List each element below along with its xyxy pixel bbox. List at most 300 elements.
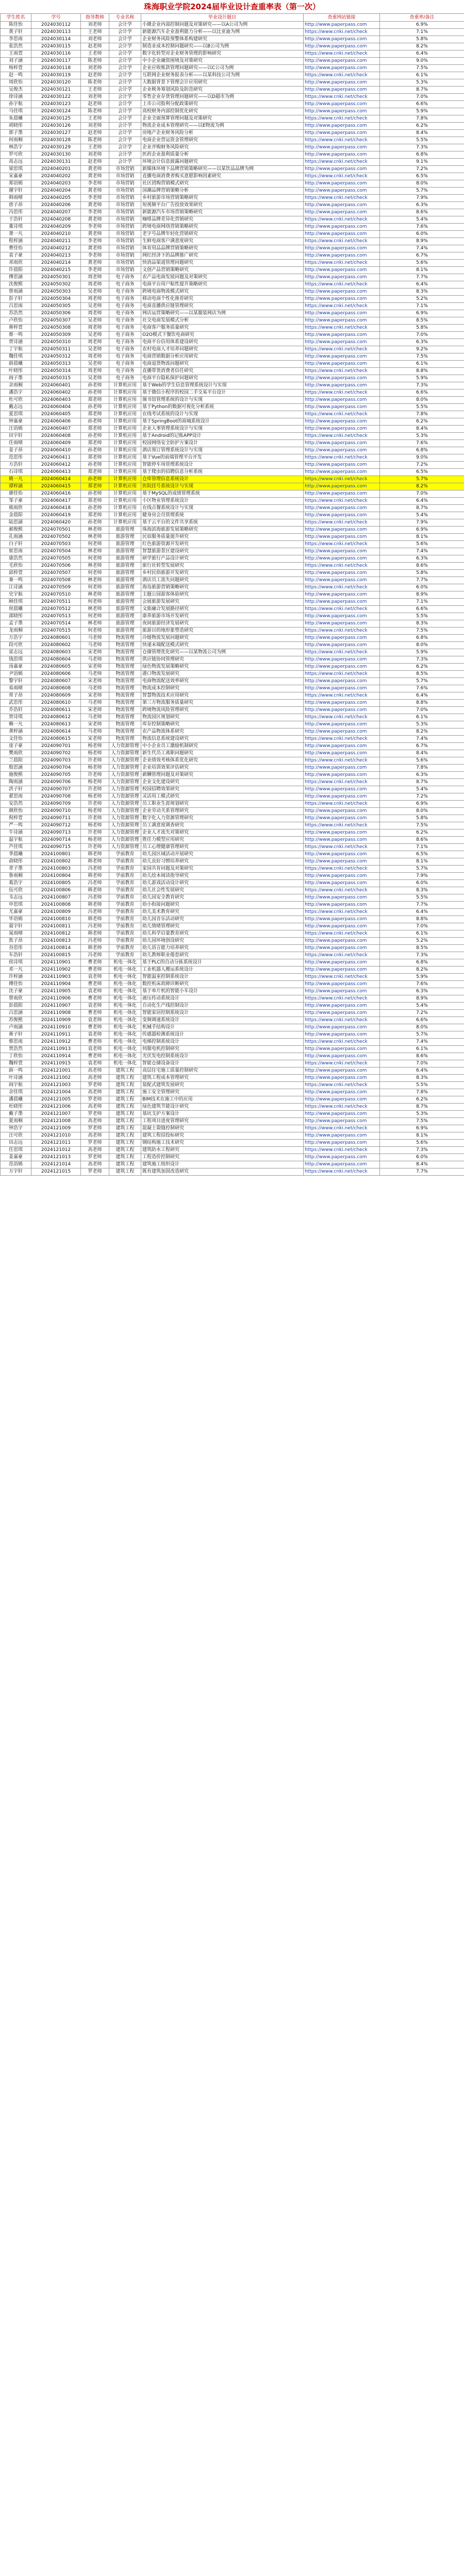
cell-check-link[interactable]: http://www.paperpass.com (304, 923, 380, 930)
cell-teacher: 黄老师 (81, 188, 109, 195)
cell-teacher: 郑老师 (81, 498, 109, 505)
cell-student-id: 2024060402 (31, 389, 81, 397)
cell-thesis-title: 电商平台用户粘性提升策略研究 (141, 281, 304, 289)
cell-check-link[interactable]: http://www.paperpass.com (304, 772, 380, 779)
cell-similarity: 7.0% (380, 1060, 464, 1067)
cell-teacher: 韩老师 (81, 851, 109, 858)
cell-thesis-title: O2O模式下餐饮电商研究 (141, 332, 304, 339)
cell-name: 余雨桐 (1, 382, 31, 389)
cell-check-link[interactable]: http://www.paperpass.com (304, 750, 380, 757)
table-row (1, 490, 464, 498)
cell-teacher: 杨老师 (81, 822, 109, 829)
cell-student-id: 2024030119 (31, 72, 81, 79)
cell-teacher: 宋老师 (81, 736, 109, 743)
cell-thesis-title: 物流成本控制研究 (141, 685, 304, 692)
cell-similarity: 5.3% (380, 1111, 464, 1118)
cell-thesis-title: 基于Python的数据可视化分析系统 (141, 404, 304, 411)
cell-check-link[interactable]: https://www.cnki.net/check (304, 779, 380, 786)
cell-check-link[interactable]: http://www.paperpass.com (304, 296, 380, 303)
cell-teacher: 袁老师 (81, 1046, 109, 1053)
cell-check-link[interactable]: https://www.cnki.net/check (304, 671, 380, 678)
cell-check-link[interactable]: https://www.cnki.net/check (304, 541, 380, 548)
cell-check-link[interactable]: http://www.paperpass.com (304, 483, 380, 490)
cell-thesis-title: 物流信息系统建设研究 (141, 736, 304, 743)
cell-check-link[interactable]: http://www.paperpass.com (304, 361, 380, 368)
cell-check-link[interactable]: http://www.paperpass.com (304, 1132, 380, 1140)
cell-teacher: 黄老师 (81, 166, 109, 173)
cell-name: 崔思雨 (1, 548, 31, 555)
cell-student-id: 2024040206 (31, 202, 81, 209)
cell-similarity: 6.1% (380, 1046, 464, 1053)
cell-similarity: 7.2% (380, 166, 464, 173)
cell-name: 常子昂 (1, 692, 31, 700)
cell-check-link[interactable]: http://www.paperpass.com (304, 555, 380, 563)
cell-check-link[interactable]: http://www.paperpass.com (304, 656, 380, 664)
cell-check-link[interactable]: http://www.paperpass.com (304, 289, 380, 296)
cell-similarity: 5.7% (380, 1031, 464, 1039)
cell-check-link[interactable]: https://www.cnki.net/check (304, 801, 380, 808)
cell-check-link[interactable]: http://www.paperpass.com (304, 685, 380, 692)
cell-major: 会计学 (109, 94, 141, 101)
cell-student-id: 2024080608 (31, 685, 81, 692)
cell-thesis-title: 电商客户服务质量研究 (141, 325, 304, 332)
cell-similarity: 5.6% (380, 757, 464, 765)
cell-check-link[interactable]: http://www.paperpass.com (304, 1154, 380, 1161)
cell-check-link[interactable]: https://www.cnki.net/check (304, 454, 380, 462)
cell-check-link[interactable]: http://www.paperpass.com (304, 793, 380, 801)
cell-check-link[interactable]: http://www.paperpass.com (304, 613, 380, 620)
cell-thesis-title: 电商退货物流问题研究 (141, 361, 304, 368)
cell-check-link[interactable]: http://www.paperpass.com (304, 252, 380, 260)
cell-student-id: 2024090705 (31, 772, 81, 779)
table-row (1, 721, 464, 728)
cell-check-link[interactable]: http://www.paperpass.com (304, 144, 380, 151)
cell-check-link[interactable]: https://www.cnki.net/check (304, 584, 380, 591)
cell-check-link[interactable]: http://www.paperpass.com (304, 945, 380, 952)
cell-check-link[interactable]: http://www.paperpass.com (304, 426, 380, 433)
cell-check-link[interactable]: https://www.cnki.net/check (304, 736, 380, 743)
cell-check-link[interactable]: https://www.cnki.net/check (304, 159, 380, 166)
cell-thesis-title: 智能停车场管理系统设计 (141, 462, 304, 469)
cell-major: 人力资源管理 (109, 743, 141, 750)
cell-check-link[interactable]: http://www.paperpass.com (304, 1024, 380, 1031)
cell-check-link[interactable]: http://www.paperpass.com (304, 635, 380, 642)
cell-check-link[interactable]: http://www.paperpass.com (304, 837, 380, 844)
cell-name: 贺诗琪 (1, 714, 31, 721)
cell-check-link[interactable]: http://www.paperpass.com (304, 36, 380, 43)
cell-check-link[interactable]: https://www.cnki.net/check (304, 498, 380, 505)
cell-check-link[interactable]: http://www.paperpass.com (304, 577, 380, 584)
cell-check-link[interactable]: http://www.paperpass.com (304, 851, 380, 858)
cell-check-link[interactable]: http://www.paperpass.com (304, 245, 380, 252)
cell-student-id: 2024080604 (31, 656, 81, 664)
cell-student-id: 2024040208 (31, 216, 81, 224)
cell-check-link[interactable]: http://www.paperpass.com (304, 858, 380, 866)
cell-check-link[interactable]: http://www.paperpass.com (304, 65, 380, 72)
cell-major: 会计学 (109, 87, 141, 94)
cell-check-link[interactable]: https://www.cnki.net/check (304, 50, 380, 58)
page-title: 珠海职业学院2024届毕业设计查重率表（第一次） (144, 2, 320, 11)
table-row (1, 887, 464, 894)
cell-check-link[interactable]: https://www.cnki.net/check (304, 692, 380, 700)
cell-check-link[interactable]: https://www.cnki.net/check (304, 29, 380, 36)
cell-thesis-title: 基于Android的记账APP设计 (141, 433, 304, 440)
cell-student-id: 2024070507 (31, 570, 81, 577)
cell-name: 黎宇轩 (1, 678, 31, 685)
cell-thesis-title: 康养旅游市场开发研究 (141, 613, 304, 620)
cell-check-link[interactable]: https://www.cnki.net/check (304, 1082, 380, 1089)
table-row (1, 1147, 464, 1154)
cell-teacher: 冯老师 (81, 894, 109, 902)
cell-check-link[interactable]: http://www.paperpass.com (304, 988, 380, 995)
cell-check-link[interactable]: http://www.paperpass.com (304, 512, 380, 519)
cell-name: 段可欣 (1, 642, 31, 649)
cell-check-link[interactable]: http://www.paperpass.com (304, 534, 380, 541)
cell-student-id: 2024030117 (31, 58, 81, 65)
cell-check-link[interactable]: http://www.paperpass.com (304, 1075, 380, 1082)
cell-thesis-title: 医院挂号系统设计与实现 (141, 483, 304, 490)
cell-check-link[interactable]: https://www.cnki.net/check (304, 909, 380, 916)
cell-check-link[interactable]: http://www.paperpass.com (304, 151, 380, 159)
cell-check-link[interactable]: https://www.cnki.net/check (304, 72, 380, 79)
cell-major: 学前教育 (109, 887, 141, 894)
cell-thesis-title: 工业机器人搬运系统设计 (141, 967, 304, 974)
cell-check-link[interactable]: http://www.paperpass.com (304, 591, 380, 599)
cell-teacher: 刘老师 (81, 151, 109, 159)
table-row (1, 606, 464, 613)
cell-similarity: 7.5% (380, 353, 464, 361)
cell-student-id: 2024100801 (31, 851, 81, 858)
cell-check-link[interactable]: http://www.paperpass.com (304, 1053, 380, 1060)
cell-check-link[interactable]: https://www.cnki.net/check (304, 1104, 380, 1111)
cell-check-link[interactable]: http://www.paperpass.com (304, 1003, 380, 1010)
table-row (1, 281, 464, 289)
cell-check-link[interactable]: http://www.paperpass.com (304, 123, 380, 130)
cell-check-link[interactable]: https://www.cnki.net/check (304, 260, 380, 267)
cell-check-link[interactable]: http://www.paperpass.com (304, 490, 380, 498)
cell-thesis-title: 直播电商消费者购买意愿影响因素研究 (141, 173, 304, 180)
cell-name: 戴志远 (1, 404, 31, 411)
cell-student-id: 2024030114 (31, 36, 81, 43)
cell-check-link[interactable]: http://www.paperpass.com (304, 166, 380, 173)
cell-check-link[interactable]: http://www.paperpass.com (304, 353, 380, 361)
cell-check-link[interactable]: http://www.paperpass.com (304, 310, 380, 317)
cell-check-link[interactable]: http://www.paperpass.com (304, 1031, 380, 1039)
cell-check-link[interactable]: http://www.paperpass.com (304, 317, 380, 325)
cell-check-link[interactable]: https://www.cnki.net/check (304, 1168, 380, 1176)
table-row (1, 115, 464, 123)
cell-check-link[interactable]: http://www.paperpass.com (304, 1096, 380, 1104)
cell-check-link[interactable]: https://www.cnki.net/check (304, 930, 380, 938)
cell-check-link[interactable]: http://www.paperpass.com (304, 22, 380, 29)
cell-thesis-title: 跨境电商物流模式研究 (141, 289, 304, 296)
cell-check-link[interactable]: http://www.paperpass.com (304, 938, 380, 945)
cell-check-link[interactable]: https://www.cnki.net/check (304, 974, 380, 981)
cell-check-link[interactable]: http://www.paperpass.com (304, 209, 380, 216)
cell-check-link[interactable]: http://www.paperpass.com (304, 1046, 380, 1053)
cell-check-link[interactable]: https://www.cnki.net/check (304, 325, 380, 332)
cell-check-link[interactable]: http://www.paperpass.com (304, 332, 380, 339)
cell-check-link[interactable]: http://www.paperpass.com (304, 43, 380, 50)
cell-check-link[interactable]: https://www.cnki.net/check (304, 389, 380, 397)
cell-teacher: 林老师 (81, 563, 109, 570)
cell-similarity: 6.8% (380, 151, 464, 159)
cell-check-link[interactable]: http://www.paperpass.com (304, 375, 380, 382)
cell-check-link[interactable]: http://www.paperpass.com (304, 599, 380, 606)
cell-similarity: 8.2% (380, 483, 464, 490)
table-row (1, 29, 464, 36)
cell-teacher: 何老师 (81, 599, 109, 606)
cell-check-link[interactable]: http://www.paperpass.com (304, 700, 380, 707)
cell-check-link[interactable]: https://www.cnki.net/check (304, 1147, 380, 1154)
table-row (1, 58, 464, 65)
cell-check-link[interactable]: http://www.paperpass.com (304, 728, 380, 736)
cell-check-link[interactable]: http://www.paperpass.com (304, 404, 380, 411)
cell-check-link[interactable]: http://www.paperpass.com (304, 707, 380, 714)
table-row (1, 757, 464, 765)
table-row (1, 988, 464, 995)
cell-check-link[interactable]: https://www.cnki.net/check (304, 995, 380, 1003)
cell-check-link[interactable]: http://www.paperpass.com (304, 959, 380, 967)
cell-check-link[interactable]: http://www.paperpass.com (304, 1067, 380, 1075)
cell-thesis-title: 机械手结构设计 (141, 1024, 304, 1031)
cell-check-link[interactable]: http://www.paperpass.com (304, 570, 380, 577)
cell-check-link[interactable]: http://www.paperpass.com (304, 873, 380, 880)
cell-major: 机电一体化 (109, 1031, 141, 1039)
cell-check-link[interactable]: https://www.cnki.net/check (304, 303, 380, 310)
cell-thesis-title: 基于SpringBoot的商城系统设计 (141, 418, 304, 426)
cell-check-link[interactable]: https://www.cnki.net/check (304, 887, 380, 894)
cell-check-link[interactable]: http://www.paperpass.com (304, 382, 380, 389)
table-row (1, 512, 464, 519)
cell-check-link[interactable]: https://www.cnki.net/check (304, 433, 380, 440)
cell-student-id: 2024060416 (31, 490, 81, 498)
cell-check-link[interactable]: https://www.cnki.net/check (304, 137, 380, 144)
cell-name: 姜嘉豪 (1, 1154, 31, 1161)
cell-check-link[interactable]: https://www.cnki.net/check (304, 411, 380, 418)
cell-thesis-title: 员工职业生涯规划研究 (141, 801, 304, 808)
cell-major: 会计学 (109, 101, 141, 108)
cell-check-link[interactable]: https://www.cnki.net/check (304, 952, 380, 959)
cell-check-link[interactable]: http://www.paperpass.com (304, 880, 380, 887)
cell-name: 安浩然 (1, 801, 31, 808)
cell-student-id: 2024050310 (31, 339, 81, 346)
cell-check-link[interactable]: http://www.paperpass.com (304, 231, 380, 238)
cell-thesis-title: 变频调速系统设计 (141, 1017, 304, 1024)
cell-check-link[interactable]: http://www.paperpass.com (304, 180, 380, 188)
cell-check-link[interactable]: http://www.paperpass.com (304, 548, 380, 555)
cell-teacher: 郑老师 (81, 440, 109, 447)
cell-thesis-title: 移动电商个性化推荐研究 (141, 296, 304, 303)
table-row (1, 1168, 464, 1176)
cell-student-id: 2024060418 (31, 505, 81, 512)
cell-check-link[interactable]: http://www.paperpass.com (304, 339, 380, 346)
cell-major: 会计学 (109, 144, 141, 151)
cell-major: 建筑工程 (109, 1154, 141, 1161)
cell-check-link[interactable]: http://www.paperpass.com (304, 1010, 380, 1017)
cell-teacher: 罗老师 (81, 1168, 109, 1176)
cell-check-link[interactable]: http://www.paperpass.com (304, 58, 380, 65)
cell-check-link[interactable]: http://www.paperpass.com (304, 1089, 380, 1096)
cell-thesis-title: 电商平台隐私保护问题研究 (141, 375, 304, 382)
cell-name: 傅思涵 (1, 274, 31, 281)
cell-major: 人力资源管理 (109, 779, 141, 786)
cell-check-link[interactable]: https://www.cnki.net/check (304, 238, 380, 245)
cell-student-id: 2024030115 (31, 43, 81, 50)
cell-check-link[interactable]: http://www.paperpass.com (304, 743, 380, 750)
cell-check-link[interactable]: http://www.paperpass.com (304, 916, 380, 923)
cell-check-link[interactable]: http://www.paperpass.com (304, 202, 380, 209)
cell-check-link[interactable]: http://www.paperpass.com (304, 829, 380, 837)
cell-check-link[interactable]: https://www.cnki.net/check (304, 173, 380, 180)
cell-student-id: 2024050308 (31, 325, 81, 332)
cell-check-link[interactable]: https://www.cnki.net/check (304, 606, 380, 613)
cell-similarity: 6.9% (380, 310, 464, 317)
cell-teacher: 罗老师 (81, 1154, 109, 1161)
cell-check-link[interactable]: http://www.paperpass.com (304, 1140, 380, 1147)
cell-check-link[interactable]: http://www.paperpass.com (304, 786, 380, 793)
results-table (0, 13, 464, 1176)
cell-similarity: 8.0% (380, 642, 464, 649)
cell-check-link[interactable]: http://www.paperpass.com (304, 1161, 380, 1168)
cell-similarity: 9.2% (380, 346, 464, 353)
cell-check-link[interactable]: https://www.cnki.net/check (304, 281, 380, 289)
cell-check-link[interactable]: http://www.paperpass.com (304, 620, 380, 628)
cell-check-link[interactable]: http://www.paperpass.com (304, 440, 380, 447)
cell-check-link[interactable]: http://www.paperpass.com (304, 642, 380, 649)
cell-check-link[interactable]: https://www.cnki.net/check (304, 346, 380, 353)
cell-major: 旅游管理 (109, 555, 141, 563)
cell-teacher: 马老师 (81, 635, 109, 642)
cell-teacher: 林老师 (81, 577, 109, 584)
cell-teacher: 吴老师 (81, 289, 109, 296)
cell-check-link[interactable]: https://www.cnki.net/check (304, 866, 380, 873)
cell-check-link[interactable]: https://www.cnki.net/check (304, 195, 380, 202)
cell-similarity: 8.4% (380, 426, 464, 433)
cell-name: 田志远 (1, 1140, 31, 1147)
cell-thesis-title: 电梯控制系统设计 (141, 1039, 304, 1046)
cell-check-link[interactable]: http://www.paperpass.com (304, 447, 380, 454)
cell-check-link[interactable]: http://www.paperpass.com (304, 274, 380, 281)
cell-major: 人力资源管理 (109, 793, 141, 801)
cell-check-link[interactable]: http://www.paperpass.com (304, 815, 380, 822)
cell-check-link[interactable]: https://www.cnki.net/check (304, 649, 380, 656)
cell-major: 计算机应用 (109, 411, 141, 418)
cell-name: 申思琪 (1, 902, 31, 909)
cell-check-link[interactable]: http://www.paperpass.com (304, 721, 380, 728)
cell-check-link[interactable]: https://www.cnki.net/check (304, 1017, 380, 1024)
cell-check-link[interactable]: http://www.paperpass.com (304, 469, 380, 476)
cell-major: 机电一体化 (109, 1046, 141, 1053)
cell-check-link[interactable]: http://www.paperpass.com (304, 967, 380, 974)
cell-similarity: 7.3% (380, 952, 464, 959)
cell-check-link[interactable]: http://www.paperpass.com (304, 108, 380, 115)
cell-teacher: 宋老师 (81, 678, 109, 685)
cell-similarity: 5.7% (380, 678, 464, 685)
cell-student-id: 2024060420 (31, 519, 81, 527)
cell-check-link[interactable]: http://www.paperpass.com (304, 902, 380, 909)
cell-thesis-title: 乡村旅游市场营销策略研究 (141, 195, 304, 202)
cell-major: 建筑工程 (109, 1140, 141, 1147)
cell-check-link[interactable]: https://www.cnki.net/check (304, 115, 380, 123)
cell-similarity: 8.9% (380, 238, 464, 245)
cell-check-link[interactable]: http://www.paperpass.com (304, 981, 380, 988)
cell-similarity: 7.3% (380, 144, 464, 151)
cell-check-link[interactable]: http://www.paperpass.com (304, 1111, 380, 1118)
cell-check-link[interactable]: http://www.paperpass.com (304, 87, 380, 94)
cell-check-link[interactable]: https://www.cnki.net/check (304, 714, 380, 721)
cell-similarity: 5.8% (380, 570, 464, 577)
table-row (1, 130, 464, 137)
cell-thesis-title: 冷链物流发展问题研究 (141, 635, 304, 642)
cell-check-link[interactable]: http://www.paperpass.com (304, 1118, 380, 1125)
cell-check-link[interactable]: https://www.cnki.net/check (304, 1060, 380, 1067)
cell-check-link[interactable]: https://www.cnki.net/check (304, 1125, 380, 1132)
cell-thesis-title: 库存控制策略研究 (141, 721, 304, 728)
cell-check-link[interactable]: https://www.cnki.net/check (304, 628, 380, 635)
cell-thesis-title: 直播带货消费者信任研究 (141, 368, 304, 375)
cell-check-link[interactable]: http://www.paperpass.com (304, 462, 380, 469)
cell-check-link[interactable]: http://www.paperpass.com (304, 101, 380, 108)
cell-teacher: 周老师 (81, 281, 109, 289)
cell-check-link[interactable]: http://www.paperpass.com (304, 664, 380, 671)
table-row (1, 750, 464, 757)
table-row (1, 325, 464, 332)
cell-check-link[interactable]: http://www.paperpass.com (304, 765, 380, 772)
cell-thesis-title: 酒店预订管理系统设计与实现 (141, 447, 304, 454)
cell-check-link[interactable]: https://www.cnki.net/check (304, 1039, 380, 1046)
cell-check-link[interactable]: https://www.cnki.net/check (304, 476, 380, 483)
cell-similarity: 5.2% (380, 296, 464, 303)
cell-name: 樊雨欣 (1, 750, 31, 757)
cell-check-link[interactable]: http://www.paperpass.com (304, 894, 380, 902)
cell-teacher: 杨老师 (81, 837, 109, 844)
cell-student-id: 2024030129 (31, 144, 81, 151)
cell-teacher: 陈老师 (81, 58, 109, 65)
cell-check-link[interactable]: http://www.paperpass.com (304, 397, 380, 404)
cell-check-link[interactable]: http://www.paperpass.com (304, 505, 380, 512)
cell-check-link[interactable]: http://www.paperpass.com (304, 527, 380, 534)
cell-check-link[interactable]: http://www.paperpass.com (304, 678, 380, 685)
cell-thesis-title: 既有建筑加固改造研究 (141, 1168, 304, 1176)
cell-check-link[interactable]: https://www.cnki.net/check (304, 94, 380, 101)
cell-major: 学前教育 (109, 873, 141, 880)
cell-teacher: 赵老师 (81, 101, 109, 108)
cell-check-link[interactable]: https://www.cnki.net/check (304, 757, 380, 765)
table-row (1, 700, 464, 707)
cell-similarity: 6.2% (380, 123, 464, 130)
col-header-teacher: 指导教师 (81, 14, 109, 22)
cell-student-id: 2024050303 (31, 289, 81, 296)
cell-check-link[interactable]: http://www.paperpass.com (304, 188, 380, 195)
cell-check-link[interactable]: http://www.paperpass.com (304, 224, 380, 231)
cell-name: 金晨阳 (1, 512, 31, 519)
cell-check-link[interactable]: https://www.cnki.net/check (304, 519, 380, 527)
cell-teacher: 马老师 (81, 671, 109, 678)
cell-check-link[interactable]: http://www.paperpass.com (304, 130, 380, 137)
cell-check-link[interactable]: http://www.paperpass.com (304, 808, 380, 815)
cell-check-link[interactable]: https://www.cnki.net/check (304, 368, 380, 375)
cell-similarity: 5.9% (380, 375, 464, 382)
cell-check-link[interactable]: https://www.cnki.net/check (304, 216, 380, 224)
cell-check-link[interactable]: http://www.paperpass.com (304, 418, 380, 426)
cell-check-link[interactable]: https://www.cnki.net/check (304, 563, 380, 570)
cell-check-link[interactable]: https://www.cnki.net/check (304, 822, 380, 829)
cell-check-link[interactable]: http://www.paperpass.com (304, 79, 380, 87)
cell-check-link[interactable]: https://www.cnki.net/check (304, 844, 380, 851)
cell-check-link[interactable]: http://www.paperpass.com (304, 267, 380, 274)
table-row (1, 195, 464, 202)
